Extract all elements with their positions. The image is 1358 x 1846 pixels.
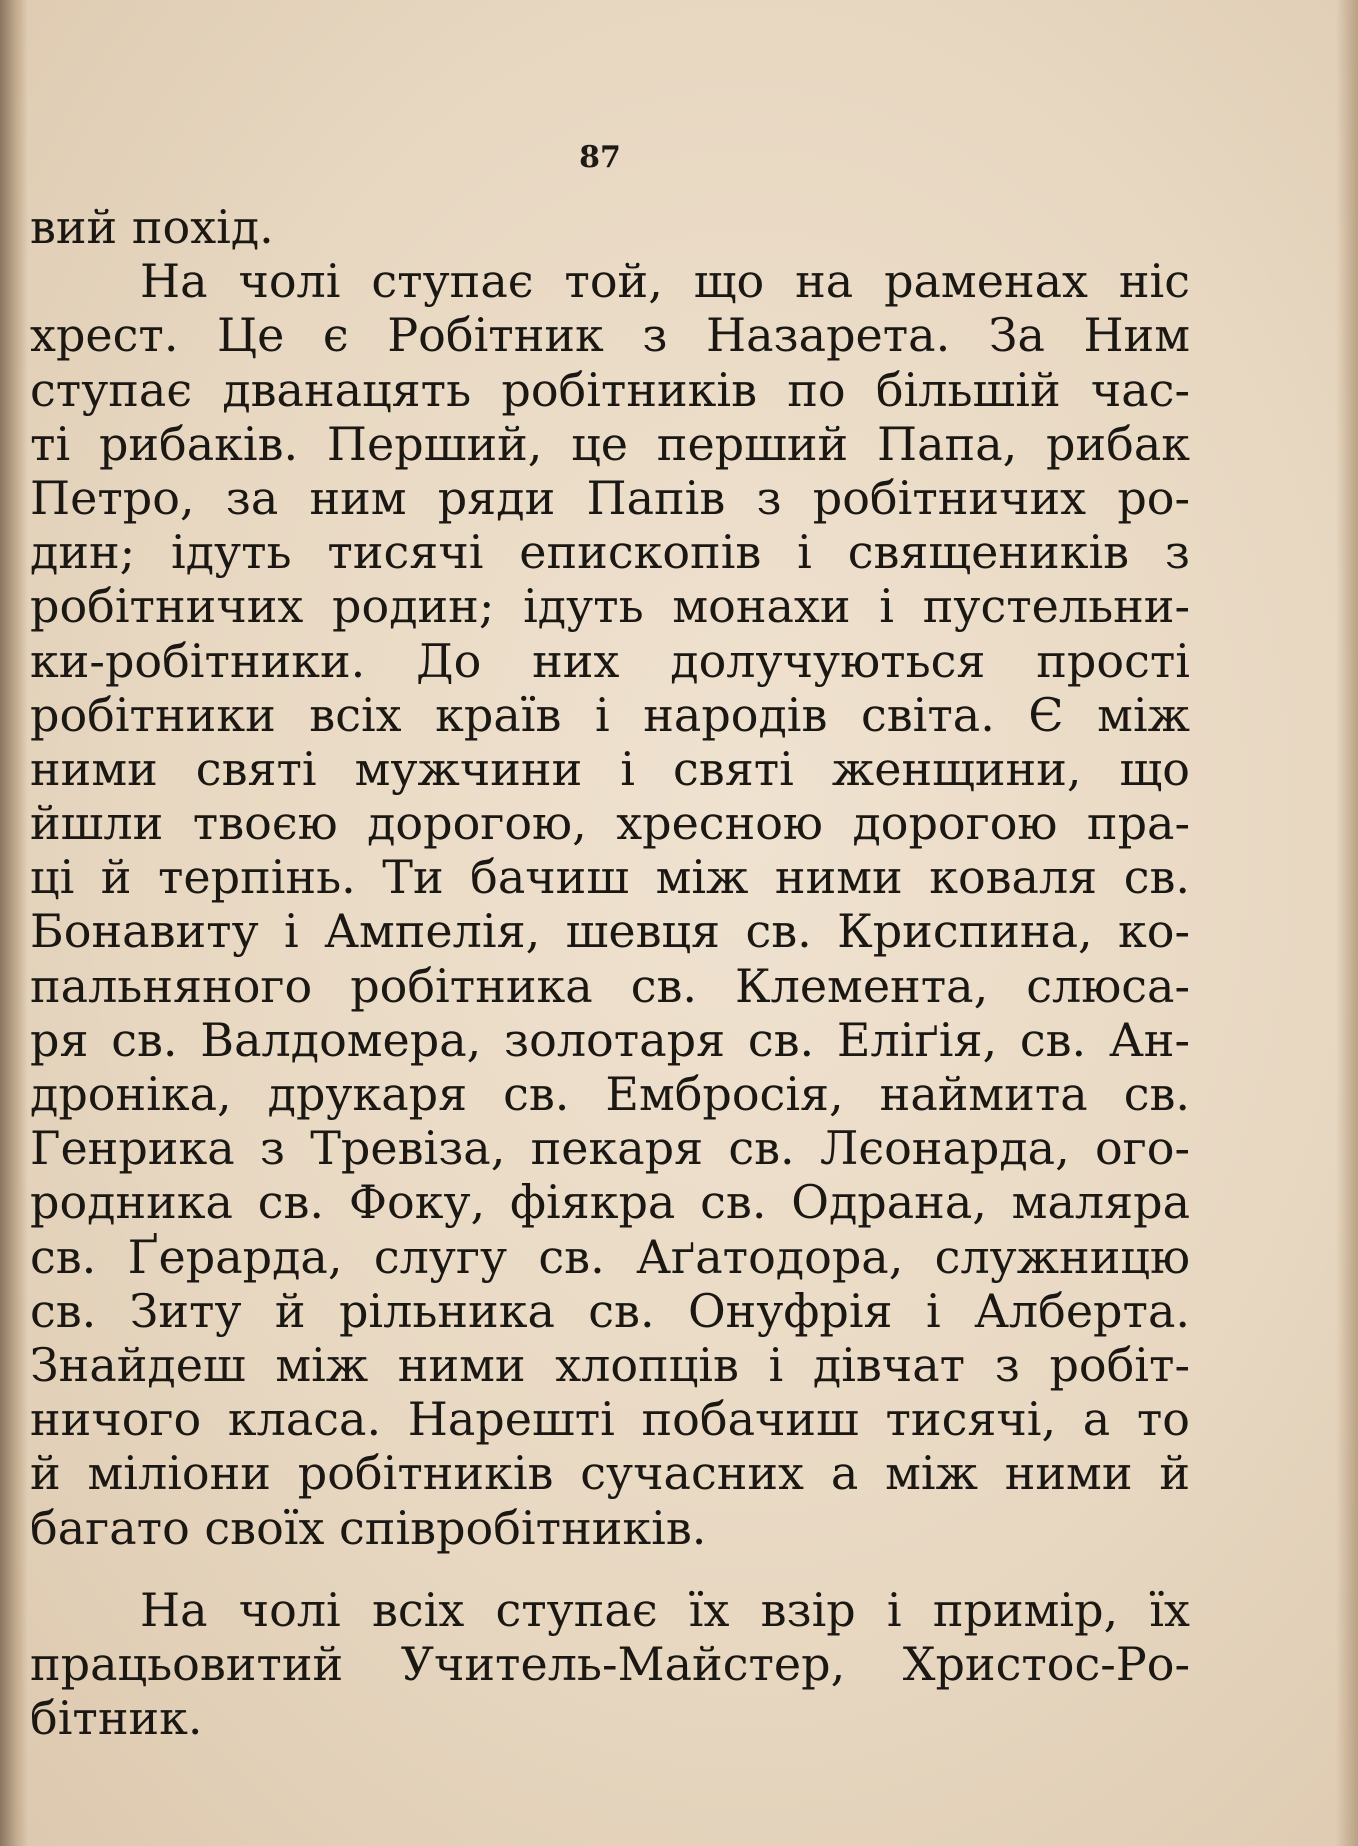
spine-shadow	[0, 0, 28, 1846]
text-line: На чолі ступає той, що на раменах ніс	[140, 254, 1190, 309]
text-line: ті рибаків. Перший, це перший Папа, рибак	[30, 416, 1190, 471]
text-line: вий похід.	[30, 200, 274, 254]
text-line: робітники всіх країв і народів світа. Є між	[30, 687, 1190, 742]
text-line: ступає дванацять робітників по більшій час-	[30, 362, 1190, 417]
text-line: робітничих родин; ідуть монахи і пустельни-	[30, 579, 1190, 634]
text-line: Знайдеш між ними хлопців і дівчат з робіт-	[30, 1337, 1190, 1392]
text-line: св. Зиту й рільника св. Онуфрія і Алберта.	[30, 1283, 1190, 1338]
text-line: родника св. Фоку, фіякра св. Одрана, маляра	[30, 1175, 1190, 1230]
text-line: ничого класа. Нарешті побачиш тисячі, а то	[30, 1392, 1190, 1447]
text-line: дин; ідуть тисячі епископів і священиків з	[30, 525, 1190, 580]
text-line: бітник.	[30, 1691, 203, 1746]
text-line: На чолі всіх ступає їх взір і примір, їх	[140, 1582, 1190, 1637]
text-line: пальняного робітника св. Клемента, слюса-	[30, 958, 1190, 1013]
text-line: й міліони робітників сучасних а між ними й	[30, 1446, 1190, 1501]
text-line: ки-робітники. До них долучуються прості	[30, 633, 1190, 688]
text-line: дроніка, друкаря св. Ембросія, наймита св.	[30, 1067, 1190, 1121]
page-edge-shadow	[1336, 0, 1358, 1846]
page-number: 87	[579, 140, 621, 175]
text-line: св. Ґерарда, слугу св. Аґатодора, служницю	[30, 1229, 1190, 1284]
text-line: багато своїх співробітників.	[30, 1500, 707, 1555]
text-line: ними святі мужчини і святі женщини, що	[30, 741, 1190, 796]
text-line: працьовитий Учитель-Майстер, Христос-Ро-	[30, 1636, 1190, 1691]
text-line: Бонавиту і Ампелія, шевця св. Криспина, ко-	[30, 904, 1190, 959]
text-line: хрест. Це є Робітник з Назарета. За Ним	[30, 308, 1190, 363]
text-line: йшли твоєю дорогою, хресною дорогою пра-	[30, 796, 1190, 851]
text-line: ря св. Валдомера, золотаря св. Елiґія, св. Ан-	[30, 1012, 1190, 1067]
paragraph-gap	[30, 1555, 1190, 1583]
text-line: ці й терпінь. Ти бачиш між ними коваля св.	[30, 850, 1190, 905]
text-line: Генрика з Тревіза, пекаря св. Лєонарда, ого-	[30, 1121, 1190, 1176]
text-line: Петро, за ним ряди Папів з робітничих ро-	[30, 470, 1190, 525]
body-text	[30, 200, 1190, 1745]
